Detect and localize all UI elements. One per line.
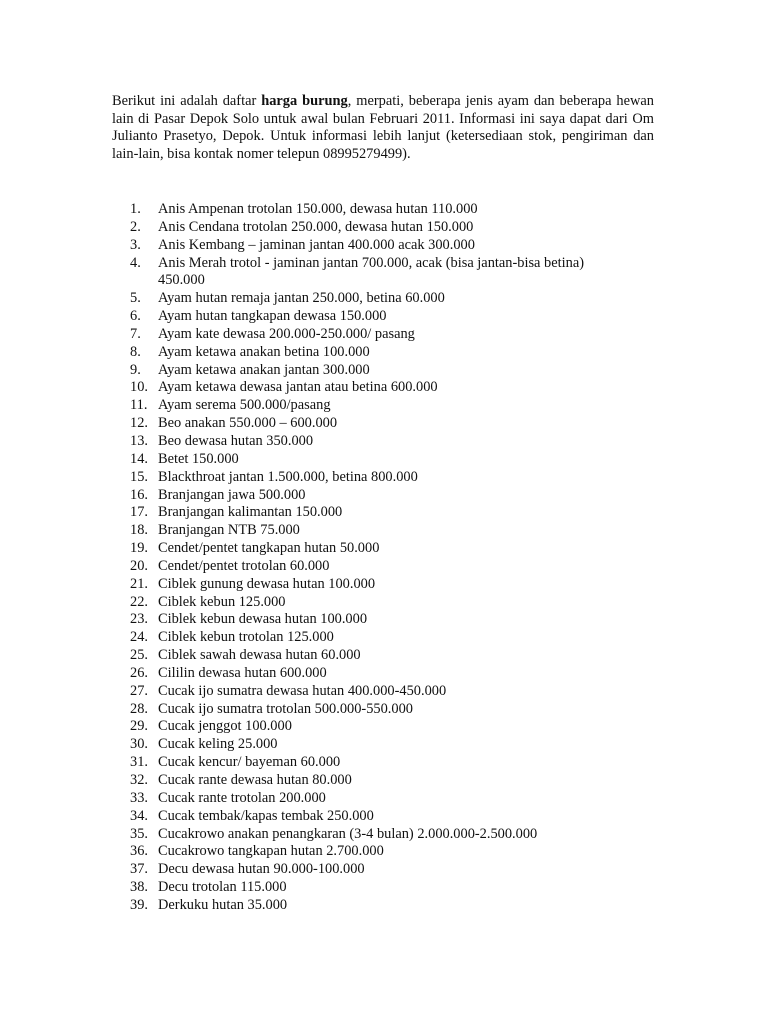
intro-paragraph (112, 93, 654, 163)
list-item (130, 843, 630, 861)
list-item (130, 326, 630, 344)
list-item-number: 16. (130, 486, 148, 503)
list-item (130, 754, 630, 772)
list-item-number: 36. (130, 843, 148, 860)
list-item-text: Decu trotolan 115.000 (158, 879, 287, 896)
list-item-number: 29. (130, 718, 148, 735)
list-item (130, 718, 630, 736)
list-item-text: Ayam serema 500.000/pasang (158, 397, 331, 414)
list-item (130, 397, 630, 415)
list-item-text: Cucak jenggot 100.000 (158, 718, 292, 735)
list-item-number: 3. (130, 236, 141, 253)
list-item-number: 1. (130, 201, 141, 217)
list-item-text: Cililin dewasa hutan 600.000 (158, 664, 327, 681)
list-item (130, 201, 630, 219)
list-item (130, 861, 630, 879)
list-item-text: Beo dewasa hutan 350.000 (158, 432, 314, 449)
list-item (130, 790, 630, 808)
list-item-text: Anis Merah trotol - jaminan jantan 700.000, acak (bisa jantan-bisa betina) 450.000 (158, 254, 584, 289)
list-item-number: 6. (130, 308, 141, 325)
list-item-text: Derkuku hutan 35.000 (158, 896, 288, 913)
list-item-text: Ciblek kebun 125.000 (158, 593, 286, 610)
list-item-text: Blackthroat jantan 1.500.000, betina 800.000 (158, 468, 418, 485)
list-item (130, 522, 630, 540)
list-item-number: 7. (130, 325, 141, 342)
list-item-number: 17. (130, 504, 148, 521)
list-item-number: 33. (130, 789, 148, 806)
list-item-number: 10. (130, 379, 148, 396)
list-item (130, 504, 630, 522)
list-item (130, 701, 630, 719)
list-item (130, 683, 630, 701)
list-item-number: 35. (130, 825, 148, 842)
list-item-number: 25. (130, 647, 148, 664)
list-item (130, 344, 630, 362)
list-item (130, 219, 630, 237)
list-item-text: Ayam kate dewasa 200.000-250.000/ pasang (158, 325, 415, 342)
list-item-text: Cucakrowo anakan penangkaran (3-4 bulan) 2.000.000-2.500.000 (158, 825, 538, 842)
list-item (130, 237, 630, 255)
list-item (130, 362, 630, 380)
list-item (130, 826, 630, 844)
list-item-text: Ciblek gunung dewasa hutan 100.000 (158, 575, 376, 592)
list-item-text: Cendet/pentet tangkapan hutan 50.000 (158, 540, 380, 557)
list-item (130, 665, 630, 683)
list-item-number: 18. (130, 522, 148, 539)
list-item-text: Ayam ketawa anakan betina 100.000 (158, 343, 370, 360)
intro-text-rest: , merpati, beberapa jenis ayam dan beberapa hewan lain di Pasar Depok Solo untuk awal bulan Februari 2011. Informasi ini saya dapat dari Om Julianto Prasetyo, Depok. Untuk informasi lebih lanjut (ketersediaan stok, pengiriman dan lain-lain, bisa kontak nomer telepun 08995279499). (112, 93, 654, 162)
list-item-text: Ciblek kebun dewasa hutan 100.000 (158, 611, 368, 628)
list-item-number: 11. (130, 397, 148, 414)
list-item-number: 28. (130, 700, 148, 717)
list-item-text: Ciblek kebun trotolan 125.000 (158, 629, 334, 646)
list-item-text: Anis Cendana trotolan 250.000, dewasa hutan 150.000 (158, 218, 474, 235)
list-item-number: 22. (130, 593, 148, 610)
list-item-text: Anis Kembang – jaminan jantan 400.000 acak 300.000 (158, 236, 475, 253)
list-item-text: Cendet/pentet trotolan 60.000 (158, 557, 330, 574)
list-item (130, 255, 630, 291)
list-item (130, 290, 630, 308)
list-item-number: 38. (130, 879, 148, 896)
list-item-number: 21. (130, 575, 148, 592)
list-item-text: Cucak rante dewasa hutan 80.000 (158, 772, 352, 788)
list-item (130, 594, 630, 612)
list-item-text: Cucak ijo sumatra dewasa hutan 400.000-450.000 (158, 682, 447, 699)
list-item (130, 611, 630, 629)
list-item-number: 26. (130, 664, 148, 681)
list-item-number: 8. (130, 343, 141, 360)
list-item (130, 540, 630, 558)
list-item-text: Cucakrowo tangkapan hutan 2.700.000 (158, 843, 384, 860)
list-item-text: Ciblek sawah dewasa hutan 60.000 (158, 647, 361, 664)
list-item-text: Branjangan kalimantan 150.000 (158, 504, 343, 521)
list-item-text: Betet 150.000 (158, 450, 239, 467)
price-list (130, 201, 630, 915)
list-item-number: 39. (130, 896, 148, 913)
list-item-text: Branjangan jawa 500.000 (158, 486, 306, 503)
list-item (130, 487, 630, 505)
list-item-number: 23. (130, 611, 148, 628)
list-item-text: Cucak keling 25.000 (158, 736, 278, 753)
list-item-number: 14. (130, 450, 148, 467)
list-item-text: Decu dewasa hutan 90.000-100.000 (158, 861, 365, 878)
list-item-text: Ayam hutan tangkapan dewasa 150.000 (158, 308, 387, 325)
list-item-text: Beo anakan 550.000 – 600.000 (158, 415, 338, 432)
list-item-number: 4. (130, 254, 141, 271)
list-item-number: 37. (130, 861, 148, 878)
list-item (130, 808, 630, 826)
list-item-text: Cucak kencur/ bayeman 60.000 (158, 754, 341, 771)
list-item-text: Cucak ijo sumatra trotolan 500.000-550.000 (158, 700, 413, 717)
list-item-number: 5. (130, 290, 141, 307)
list-item (130, 879, 630, 897)
list-item (130, 647, 630, 665)
list-item (130, 576, 630, 594)
list-item-text: Anis Ampenan trotolan 150.000, dewasa hutan 110.000 (158, 201, 478, 217)
list-item (130, 469, 630, 487)
list-item-number: 27. (130, 682, 148, 699)
list-item-number: 32. (130, 772, 148, 788)
list-item-number: 19. (130, 540, 148, 557)
list-item (130, 451, 630, 469)
list-item-number: 34. (130, 807, 148, 824)
list-item-number: 30. (130, 736, 148, 753)
list-item (130, 433, 630, 451)
list-item-number: 9. (130, 361, 141, 378)
list-item (130, 897, 630, 915)
list-item (130, 558, 630, 576)
list-item-number: 13. (130, 432, 148, 449)
list-item (130, 308, 630, 326)
list-item (130, 772, 630, 790)
list-item-number: 12. (130, 415, 148, 432)
list-item-text: Cucak tembak/kapas tembak 250.000 (158, 807, 374, 824)
list-item-text: Branjangan NTB 75.000 (158, 522, 300, 539)
list-item (130, 379, 630, 397)
intro-bold-keyword: harga burung (261, 93, 348, 109)
list-item-text: Ayam ketawa dewasa jantan atau betina 600.000 (158, 379, 438, 396)
list-item-number: 31. (130, 754, 148, 771)
list-item-number: 15. (130, 468, 148, 485)
list-item-number: 2. (130, 218, 141, 235)
list-item-text: Ayam ketawa anakan jantan 300.000 (158, 361, 370, 378)
list-item (130, 415, 630, 433)
list-item (130, 629, 630, 647)
intro-text-start: Berikut ini adalah daftar (112, 93, 262, 109)
list-item-text: Ayam hutan remaja jantan 250.000, betina 60.000 (158, 290, 445, 307)
list-item-text: Cucak rante trotolan 200.000 (158, 789, 326, 806)
list-item-number: 20. (130, 557, 148, 574)
list-item-number: 24. (130, 629, 148, 646)
list-item (130, 736, 630, 754)
